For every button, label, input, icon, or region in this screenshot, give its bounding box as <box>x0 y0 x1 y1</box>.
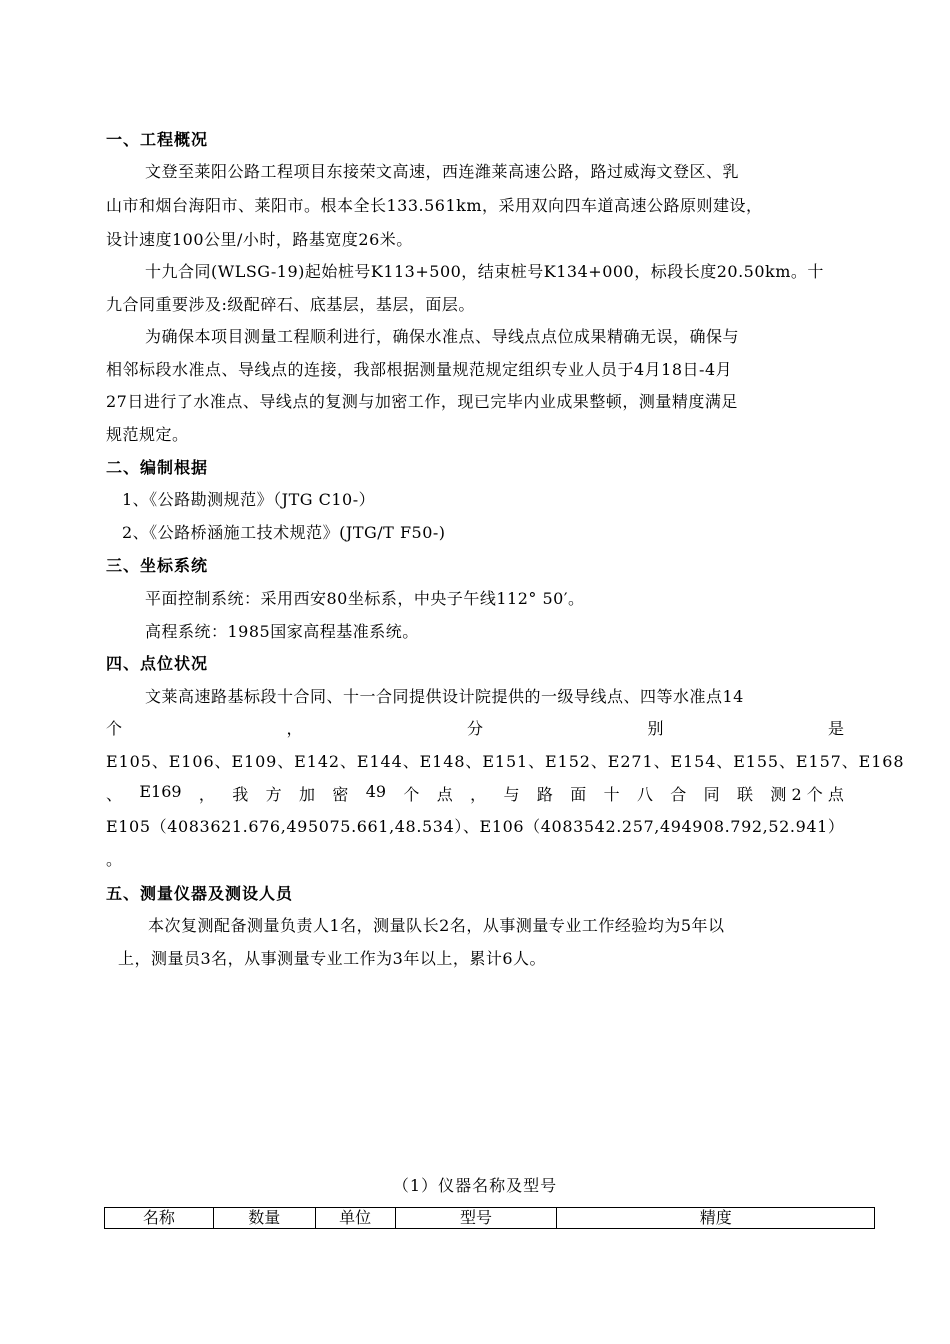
justified-word: ， <box>470 785 487 804</box>
paragraph-line: 。 <box>106 850 123 869</box>
paragraph-line: 本次复测配备测量负责人1名，测量队长2名，从事测量专业工作经验均为5年以 <box>148 916 725 935</box>
justified-word: 别 <box>647 719 664 738</box>
paragraph-line: E105（4083621.676,495075.661,48.534）、E106（4083542.257,494908.792,52.941） <box>106 817 845 836</box>
justified-line <box>106 716 844 739</box>
justified-word: 是 <box>827 719 844 738</box>
justified-word: 测 2 个 点 <box>770 785 844 804</box>
justified-word: 面 <box>570 785 587 804</box>
section-heading-3: 三、坐标系统 <box>106 556 209 575</box>
table-caption: （1）仪器名称及型号 <box>392 1176 558 1195</box>
paragraph-line: 文登至莱阳公路工程项目东接荣文高速，西连潍莱高速公路，路过威海文登区、乳 <box>145 162 740 181</box>
justified-word: 路 <box>536 785 553 804</box>
justified-word: 点 <box>436 785 453 804</box>
justified-word: 密 <box>332 785 349 804</box>
justified-word: 与 <box>503 785 520 804</box>
justified-word: 我 <box>232 785 249 804</box>
instrument-table <box>104 1207 875 1229</box>
justified-line <box>106 782 844 805</box>
justified-word: 合 <box>670 785 687 804</box>
justified-word: 分 <box>466 719 483 738</box>
paragraph-line: 高程系统：1985国家高程基准系统。 <box>145 622 419 641</box>
justified-word: 方 <box>265 785 282 804</box>
section-heading-2: 二、编制根据 <box>106 458 209 477</box>
paragraph-line: 设计速度100公里/小时，路基宽度26米。 <box>106 230 413 249</box>
paragraph-line: 27日进行了水准点、导线点的复测与加密工作，现已完毕内业成果整顿，测量精度满足 <box>106 392 738 411</box>
paragraph-line: 文莱高速路基标段十合同、十一合同提供设计院提供的一级导线点、四等水准点14 <box>145 687 744 706</box>
justified-word: 个 <box>106 719 123 738</box>
paragraph-line: 相邻标段水准点、导线点的连接，我部根据测量规范规定组织专业人员于4月18日-4月 <box>106 360 733 379</box>
justified-word: 同 <box>703 785 720 804</box>
reference-item: 2、《公路桥涵施工技术规范》(JTG/T F50-) <box>122 523 446 542</box>
paragraph-line: 为确保本项目测量工程顺利进行，确保水准点、导线点点位成果精确无误，确保与 <box>145 327 740 346</box>
paragraph-line: 平面控制系统：采用西安80坐标系，中央子午线112° 50′。 <box>145 589 585 608</box>
section-heading-1: 一、工程概况 <box>106 130 209 149</box>
column-header: 名称 <box>105 1208 214 1229</box>
justified-word: 加 <box>299 785 316 804</box>
reference-item: 1、《公路勘测规范》（JTG C10-） <box>122 490 376 509</box>
justified-word: 个 <box>403 785 420 804</box>
justified-word: ， <box>198 785 215 804</box>
column-header: 精度 <box>557 1208 875 1229</box>
table-header-row <box>105 1208 875 1229</box>
paragraph-line: E105、E106、E109、E142、E144、E148、E151、E152、E271、E154、E155、E157、E168 <box>106 752 905 771</box>
paragraph-line: 山市和烟台海阳市、莱阳市。根本全长133.561km，采用双向四车道高速公路原则建设， <box>106 196 763 215</box>
justified-word: 49 <box>365 782 387 801</box>
section-heading-4: 四、点位状况 <box>106 654 209 673</box>
paragraph-line: 九合同重要涉及:级配碎石、底基层，基层，面层。 <box>106 295 475 314</box>
section-heading-5: 五、测量仪器及测设人员 <box>106 884 294 903</box>
paragraph-line: 十九合同(WLSG-19)起始桩号K113+500，结束桩号K134+000，标段长度20.50km。十 <box>145 262 824 281</box>
column-header: 型号 <box>395 1208 557 1229</box>
justified-word: 十 <box>603 785 620 804</box>
justified-word: E169 <box>139 782 182 801</box>
justified-word: 联 <box>737 785 754 804</box>
justified-word: 八 <box>636 785 653 804</box>
justified-word: ， <box>286 719 303 738</box>
justified-word: 、 <box>106 785 123 804</box>
column-header: 数量 <box>213 1208 315 1229</box>
paragraph-line: 规范规定。 <box>106 425 189 444</box>
column-header: 单位 <box>315 1208 395 1229</box>
paragraph-line: 上，测量员3名，从事测量专业工作为3年以上，累计6人。 <box>118 949 547 968</box>
